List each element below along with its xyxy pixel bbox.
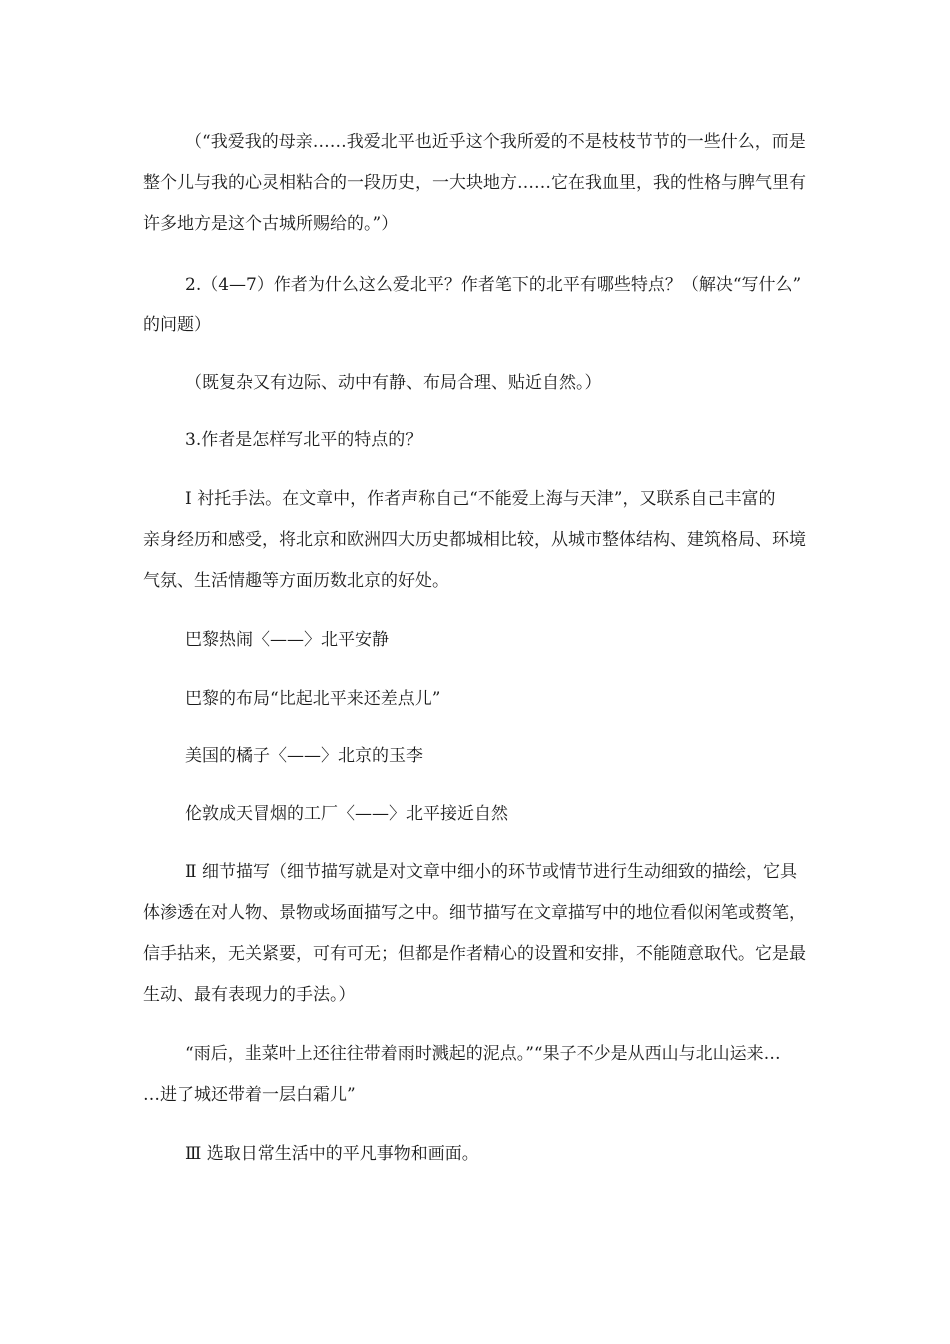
paragraph-line: Ⅲ 选取日常生活中的平凡事物和画面。 [185,1144,479,1164]
paragraph-line: …进了城还带着一层白霜儿” [143,1085,356,1105]
paragraph-line: （既复杂又有边际、动中有静、布局合理、贴近自然。） [185,373,602,393]
paragraph-line: 生动、最有表现力的手法。） [143,985,356,1005]
paragraph-line: 2.（4—7）作者为什么这么爱北平？作者笔下的北平有哪些特点？（解决“写什么” [185,275,802,295]
paragraph-line: Ⅰ 衬托手法。在文章中，作者声称自己“不能爱上海与天津”，又联系自己丰富的 [185,489,776,509]
paragraph-line: “雨后，韭菜叶上还往往带着雨时溅起的泥点。”“果子不少是从西山与北山运来… [185,1044,781,1064]
paragraph-line: 整个儿与我的心灵相粘合的一段历史，一大块地方……它在我血里，我的性格与脾气里有 [143,173,806,193]
paragraph-line: 3.作者是怎样写北平的特点的？ [185,430,423,450]
comparison-line: 伦敦成天冒烟的工厂〈——〉北平接近自然 [185,804,508,824]
paragraph-line: 亲身经历和感受，将北京和欧洲四大历史都城相比较，从城市整体结构、建筑格局、环境 [143,530,806,550]
paragraph-line: 许多地方是这个古城所赐给的。”） [143,214,399,234]
paragraph-line: （“我爱我的母亲……我爱北平也近乎这个我所爱的不是枝枝节节的一些什么，而是 [185,132,806,152]
comparison-line: 美国的橘子〈——〉北京的玉李 [185,746,423,766]
comparison-line: 巴黎热闹〈——〉北平安静 [185,630,389,650]
paragraph-line: Ⅱ 细节描写（细节描写就是对文章中细小的环节或情节进行生动细致的描绘，它具 [185,862,797,882]
comparison-line: 巴黎的布局“比起北平来还差点儿” [185,689,441,709]
paragraph-line: 体渗透在对人物、景物或场面描写之中。细节描写在文章描写中的地位看似闲笔或赘笔， [143,903,806,923]
paragraph-line: 的问题） [143,315,211,335]
paragraph-line: 信手拈来，无关紧要，可有可无；但都是作者精心的设置和安排，不能随意取代。它是最 [143,944,806,964]
paragraph-line: 气氛、生活情趣等方面历数北京的好处。 [143,571,449,591]
